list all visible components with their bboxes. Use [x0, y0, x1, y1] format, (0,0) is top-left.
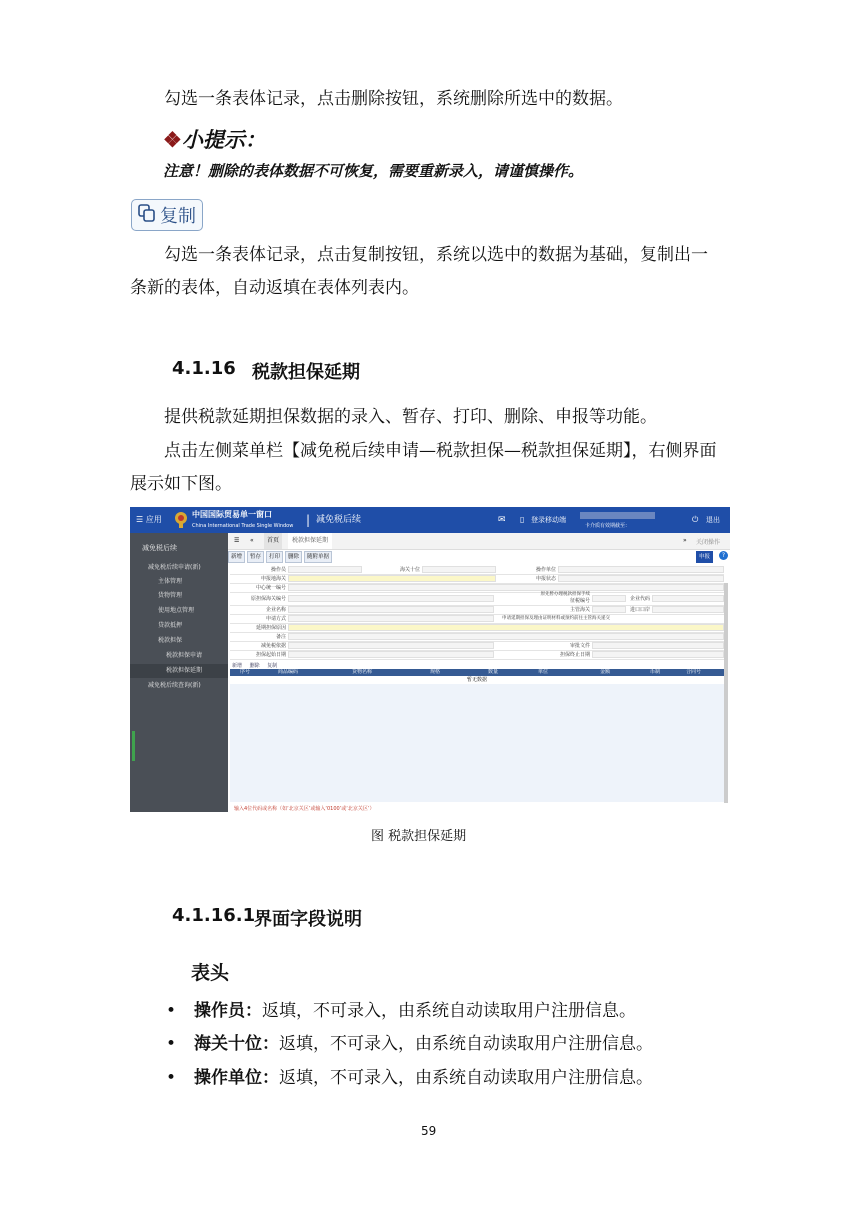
- label-company-name: 企业名称: [265, 607, 286, 613]
- power-icon: ⏻: [692, 515, 699, 524]
- tab-current: 税款担保延期: [288, 533, 332, 549]
- field-company-name: [288, 606, 494, 613]
- bullet-item-customs-code: [166, 1029, 653, 1059]
- label-competent-customs: 主管海关: [569, 607, 590, 613]
- paragraph-copy-line1: 勾选一条表体记录，点击复制按钮，系统以选中的数据为基础，复制出一: [164, 245, 708, 265]
- section-title: 税款担保延期: [252, 362, 360, 383]
- label-orig-procedure: 原先暂办理税款担保手续: [540, 592, 590, 597]
- cert-expire: 卡介质有效期截至：: [585, 523, 631, 529]
- emblem-icon: [174, 511, 188, 527]
- form-row-3: [230, 584, 724, 593]
- label-extension-reason: 延期担保原因: [255, 625, 286, 631]
- bullet-dot: •: [166, 1034, 177, 1054]
- copy-button: [131, 199, 203, 231]
- tab-next-icon: »: [683, 537, 687, 544]
- field-start-date: [288, 651, 494, 658]
- toolbar-attach: 随附单据: [304, 551, 332, 563]
- page-number: 59: [421, 1124, 437, 1138]
- topbar-divider: |: [306, 513, 311, 527]
- field-orig-guarantee-no: [288, 595, 494, 602]
- label-apply-note: 申请延期担保及理由证明材料或预约前往主管海关递交: [502, 616, 610, 621]
- bullet-item-operator: [166, 996, 636, 1026]
- col-currency: 币制: [650, 669, 661, 675]
- sidebar-item-goods: 货物管理: [158, 592, 183, 599]
- scrollbar: [724, 583, 728, 803]
- diamond-icon: ❖: [163, 127, 182, 152]
- bullet-dot: •: [166, 1068, 177, 1088]
- main-panel: [228, 533, 730, 812]
- label-exemption-basis: 减免税依据: [260, 643, 286, 649]
- copy-icon: [138, 204, 156, 227]
- bullet-text: 返填，不可录入，由系统自动读取用户注册信息。: [262, 1001, 637, 1021]
- label-declare-customs: 申报地海关: [260, 576, 286, 582]
- sidebar-item-root: 减免税后续: [142, 544, 177, 552]
- field-operator-unit: [558, 566, 724, 573]
- field-approval-doc: [592, 642, 724, 649]
- sidebar-item-location: 使用地点管理: [158, 607, 195, 614]
- mobile-icon: ▯: [520, 515, 525, 524]
- app-menu-button: ☰ 应用: [136, 515, 162, 524]
- mail-icon: ✉: [498, 515, 506, 525]
- form-row-1: [230, 566, 724, 575]
- field-extension-reason: [288, 624, 724, 631]
- form-row-5: [230, 606, 724, 615]
- sidebar-item-query: 减免税后续查询(新): [148, 682, 201, 689]
- field-company-code: [652, 595, 724, 602]
- body-toolbar: [232, 662, 277, 669]
- label-company-code: 企业代码: [629, 596, 650, 602]
- field-competent-customs: [592, 606, 626, 613]
- field-operator: [288, 566, 362, 573]
- field-center-no: [288, 584, 724, 591]
- tab-bar: [228, 533, 730, 550]
- paragraph-menu-line1: 点击左侧菜单栏【减免税后续申请—税款担保—税款担保延期】，右侧界面: [164, 441, 717, 461]
- help-icon: ?: [719, 551, 728, 560]
- label-import-port: 进口口岸: [629, 607, 650, 613]
- label-operator-unit: 操作单位: [535, 567, 556, 573]
- field-apply-mode: [288, 615, 494, 622]
- figure-caption: 图 税款担保延期: [371, 829, 467, 844]
- col-name: 货物名称: [352, 669, 373, 675]
- label-end-date: 担保终止日期: [559, 652, 590, 658]
- label-orig-guarantee-no: 原担保海关编号: [250, 596, 286, 602]
- form-row-7: [230, 624, 724, 633]
- tip-heading: [163, 124, 266, 154]
- paragraph-delete: 勾选一条表体记录，点击删除按钮，系统删除所选中的数据。: [164, 89, 623, 109]
- close-ops: 关闭操作: [696, 539, 721, 546]
- declare-button: 申报: [696, 551, 713, 563]
- label-operator: 操作员: [270, 567, 286, 573]
- bullet-label: 海关十位：: [194, 1034, 280, 1054]
- label-approval-doc: 审批文件: [569, 643, 590, 649]
- sidebar-item-mortgage: 贷款抵押: [158, 622, 183, 629]
- form-row-4: [230, 593, 724, 606]
- section-number: 4.1.16: [172, 358, 236, 379]
- sidebar-item-apply: 减免税后续申请(新): [148, 564, 201, 571]
- login-mobile: 登录移动端: [531, 516, 566, 524]
- field-declare-status: [558, 575, 724, 582]
- toolbar-delete: 删除: [285, 551, 302, 563]
- col-qty: 数量: [488, 669, 499, 675]
- toolbar-print: 打印: [266, 551, 283, 563]
- col-seq: 序号: [240, 669, 251, 675]
- label-apply-mode: 申请方式: [265, 616, 286, 622]
- sidebar: [130, 533, 228, 812]
- app-topbar: [130, 507, 730, 533]
- table-header: [230, 669, 724, 676]
- toolbar-add: 新增: [228, 551, 245, 563]
- label-tax-no: 征税编号: [569, 598, 590, 604]
- col-amount: 金额: [600, 669, 611, 675]
- table-empty: 暂无数据: [230, 676, 724, 685]
- col-code: 商品编码: [278, 669, 299, 675]
- heading-header: 表头: [191, 962, 230, 984]
- col-unit: 单位: [538, 669, 549, 675]
- body-delete: 删除: [249, 663, 260, 669]
- subsection-title: 界面字段说明: [254, 909, 362, 930]
- label-center-no: 中心统一编号: [255, 585, 286, 591]
- sidebar-scroll-marker: [132, 731, 135, 761]
- bullet-label: 操作员：: [194, 1001, 263, 1021]
- bullet-dot: •: [166, 1001, 177, 1021]
- sidebar-item-guarantee: 税款担保: [158, 637, 183, 644]
- sidebar-item-guarantee-apply: 税款担保申请: [166, 652, 203, 659]
- label-declare-status: 申报状态: [535, 576, 556, 582]
- body-copy: 复制: [267, 663, 278, 669]
- module-name: 减免税后续: [316, 515, 362, 525]
- form-row-10: [230, 651, 724, 660]
- screenshot-tax-guarantee-extension: [130, 507, 730, 812]
- tab-prev-icon: «: [250, 537, 254, 544]
- paragraph-menu-line2: 展示如下图。: [130, 474, 232, 494]
- paragraph-intro: 提供税款延期担保数据的录入、暂存、打印、删除、申报等功能。: [164, 407, 657, 427]
- paragraph-copy-line2: 条新的表体，自动返填在表体列表内。: [130, 278, 419, 298]
- field-tax-no: [592, 595, 626, 602]
- form-row-6: [230, 615, 724, 624]
- field-exemption-basis: [288, 642, 494, 649]
- col-spec: 规格: [430, 669, 441, 675]
- subsection-number: 4.1.16.1: [172, 905, 256, 926]
- field-end-date: [592, 651, 724, 658]
- sidebar-item-subject: 主体管理: [158, 578, 183, 585]
- toolbar-save: 暂存: [247, 551, 264, 563]
- copy-button-label: 复制: [160, 206, 196, 227]
- bullet-text: 返填，不可录入，由系统自动读取用户注册信息。: [279, 1068, 654, 1088]
- field-remark: [288, 633, 724, 640]
- sidebar-item-guarantee-extension: 税款担保延期: [130, 664, 264, 678]
- bullet-item-operator-unit: [166, 1063, 653, 1093]
- table-body: [230, 684, 724, 802]
- brand-en: China International Trade Single Window: [192, 523, 294, 529]
- bullet-label: 操作单位：: [194, 1068, 280, 1088]
- field-import-port: [652, 606, 724, 613]
- logout: 退出: [706, 516, 720, 524]
- brand-cn: 中国国际贸易单一窗口: [192, 510, 272, 519]
- label-start-date: 担保起始日期: [255, 652, 286, 658]
- tab-home: 首页: [264, 533, 282, 549]
- col-contract: 合同号: [686, 669, 702, 675]
- form-row-8: [230, 633, 724, 642]
- label-customs-code: 海关十位: [399, 567, 420, 573]
- label-remark: 备注: [275, 634, 286, 640]
- body-add: 新增: [232, 663, 243, 669]
- tip-warning: 注意！删除的表体数据不可恢复，需要重新录入，请谨慎操作。: [163, 162, 584, 180]
- form-row-2: [230, 575, 724, 584]
- tip-title: 小提示：: [181, 127, 266, 152]
- field-customs-code: [422, 566, 496, 573]
- bullet-text: 返填，不可录入，由系统自动读取用户注册信息。: [279, 1034, 654, 1054]
- collapse-icon: ☰: [234, 537, 240, 544]
- field-declare-customs: [288, 575, 496, 582]
- form-row-9: [230, 642, 724, 651]
- input-hint: 输入4位代码或名称（如‘北京关区’或输入‘0100’或‘北京关区’）: [234, 806, 375, 812]
